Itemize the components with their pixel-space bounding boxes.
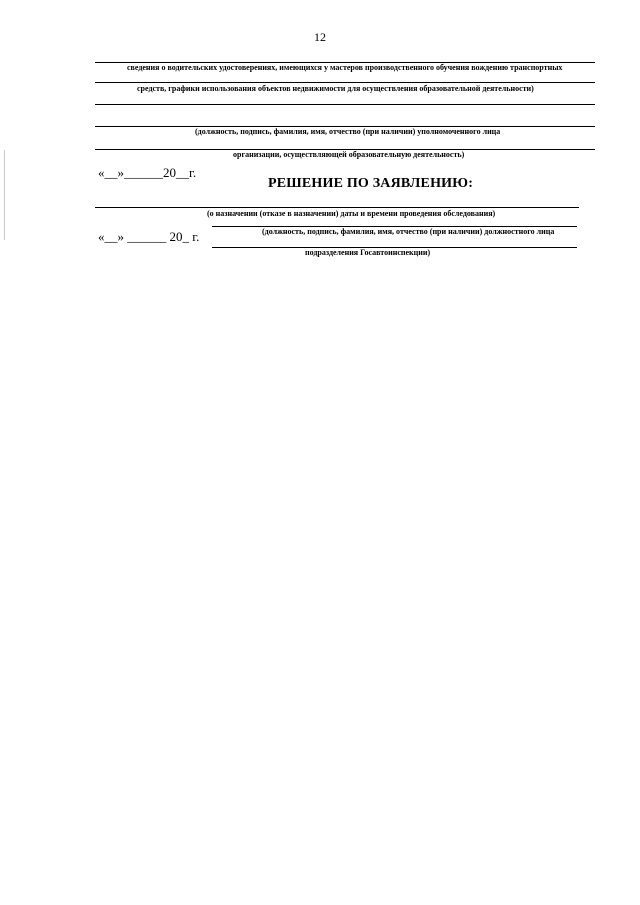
block4-caption2: подразделения Госавтоинспекции) bbox=[305, 248, 431, 257]
block2-caption2: организации, осуществляющей образовательную деятельность) bbox=[233, 150, 465, 159]
fill-line bbox=[95, 82, 595, 83]
block3-caption: (о назначении (отказе в назначении) даты и времени проведения обследования) bbox=[207, 209, 496, 218]
block2-caption1: (должность, подпись, фамилия, имя, отчество (при наличии) уполномоченного лица bbox=[195, 127, 501, 136]
page-number: 12 bbox=[314, 30, 326, 44]
block1-line1: сведения о водительских удостоверениях, имеющихся у мастеров производственного обучения вождению транспортных bbox=[127, 63, 563, 72]
date-field-2: «__» ______ 20_ г. bbox=[98, 229, 200, 244]
fill-line bbox=[95, 207, 579, 208]
fill-line bbox=[95, 104, 595, 105]
date-field-1: «__»______20__г. bbox=[98, 165, 197, 180]
decision-title: РЕШЕНИЕ ПО ЗАЯВЛЕНИЮ: bbox=[268, 176, 474, 191]
block4-caption1: (должность, подпись, фамилия, имя, отчество (при наличии) должностного лица bbox=[262, 227, 555, 236]
scan-artifact bbox=[4, 150, 5, 240]
block1-line2: средств, графики использования объектов недвижимости для осуществления образовательной деятельности) bbox=[137, 84, 534, 93]
